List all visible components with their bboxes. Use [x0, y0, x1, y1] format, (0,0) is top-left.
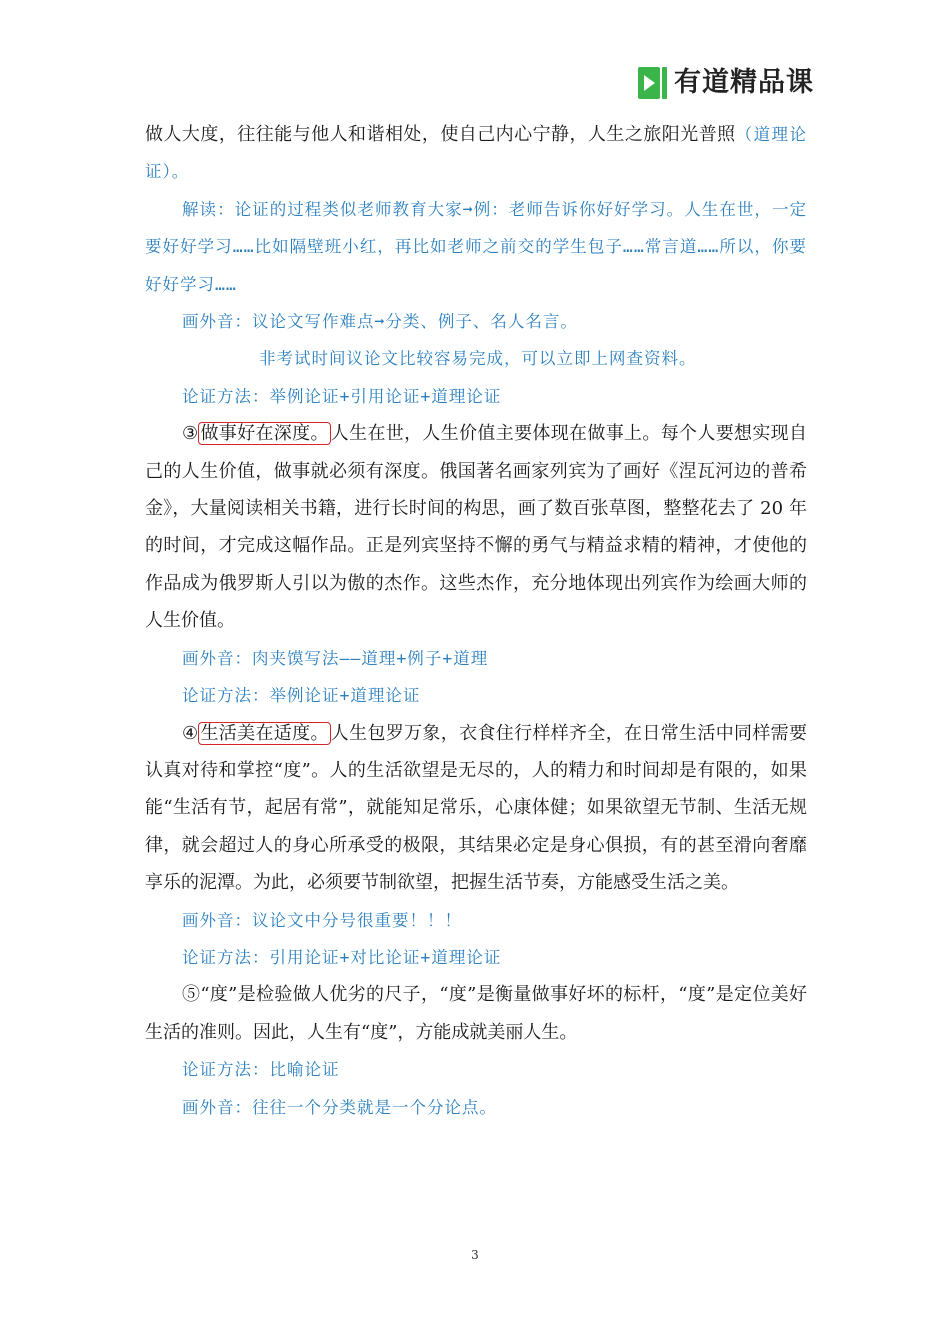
paragraph-3-marker: ③	[182, 423, 199, 445]
header-logo	[638, 66, 814, 100]
paragraph-1-note: （道理论证）。	[145, 125, 807, 182]
aside-note-3: 画外音：议论文中分号很重要！！！	[182, 910, 462, 930]
highlight-box-4: 生活美在适度。	[200, 722, 329, 744]
page-number: 3	[471, 1248, 479, 1262]
interpretation-note: 解读：论证的过程类似老师教育大家➞例：老师告诉你好好学习。人生在世，一定要好好学习……比如隔壁班小红，再比如老师之前交的学生包子……常言道……所以，你要好好学习……	[145, 199, 807, 294]
paragraph-4-marker: ④	[182, 722, 199, 744]
method-note-4: 论证方法：比喻论证	[182, 1060, 340, 1080]
method-note-2: 论证方法：举例论证+道理论证	[182, 686, 421, 706]
paragraph-3: ③ 做事好在深度。 人生在世，人生价值主要体现在做事上。每个人要想实现自己的人生价值，做事就必须有深度。俄国著名画家列宾为了画好《涅瓦河边的普希金》，大量阅读相关书籍，进行长时间的构思，画了数百张草图，整整花去了 20 年的时间，才完成这幅作品。正是列宾坚持不懈的勇气与精益求精的精神，才使他的作品成为俄罗斯人引以为傲的杰作。这些杰作，充分地体现出列宾作为绘画大师的人生价值。	[145, 423, 808, 632]
method-note-1: 论证方法：举例论证+引用论证+道理论证	[182, 386, 502, 406]
aside-note-4: 画外音：往往一个分类就是一个分论点。	[182, 1097, 497, 1117]
aside-note-2: 画外音：肉夹馍写法——道理+例子+道理	[182, 648, 489, 668]
paragraph-4: ④ 生活美在适度。 人生包罗万象，衣食住行样样齐全，在日常生活中同样需要认真对待和掌控“度”。人的生活欲望是无尽的，人的精力和时间却是有限的，如果能“生活有节，起居有常”，就能知足常乐，心康体健；如果欲望无节制、生活无规律，就会超过人的身心所承受的极限，其结果必定是身心俱损，有的甚至滑向奢靡享乐的泥潭。为此，必须要节制欲望，把握生活节奏，方能感受生活之美。	[145, 722, 808, 894]
document-body	[145, 116, 807, 1126]
play-bar-logo-icon	[638, 66, 668, 100]
logo-text: 有道精品课	[674, 67, 814, 98]
highlight-box-3: 做事好在深度。	[200, 423, 329, 445]
aside-note-1b: 非考试时间议论文比较容易完成，可以立即上网查资料。	[259, 349, 697, 369]
paragraph-5: ⑤“度”是检验做人优劣的尺子，“度”是衡量做事好坏的标杆，“度”是定位美好生活的准则。因此，人生有“度”，方能成就美丽人生。	[145, 984, 807, 1043]
aside-note-1: 画外音：议论文写作难点➞分类、例子、名人名言。	[182, 312, 578, 332]
method-note-3: 论证方法：引用论证+对比论证+道理论证	[182, 947, 502, 967]
paragraph-1: 做人大度，往往能与他人和谐相处，使自己内心宁静，人生之旅阳光普照（道理论证）。	[145, 124, 807, 182]
